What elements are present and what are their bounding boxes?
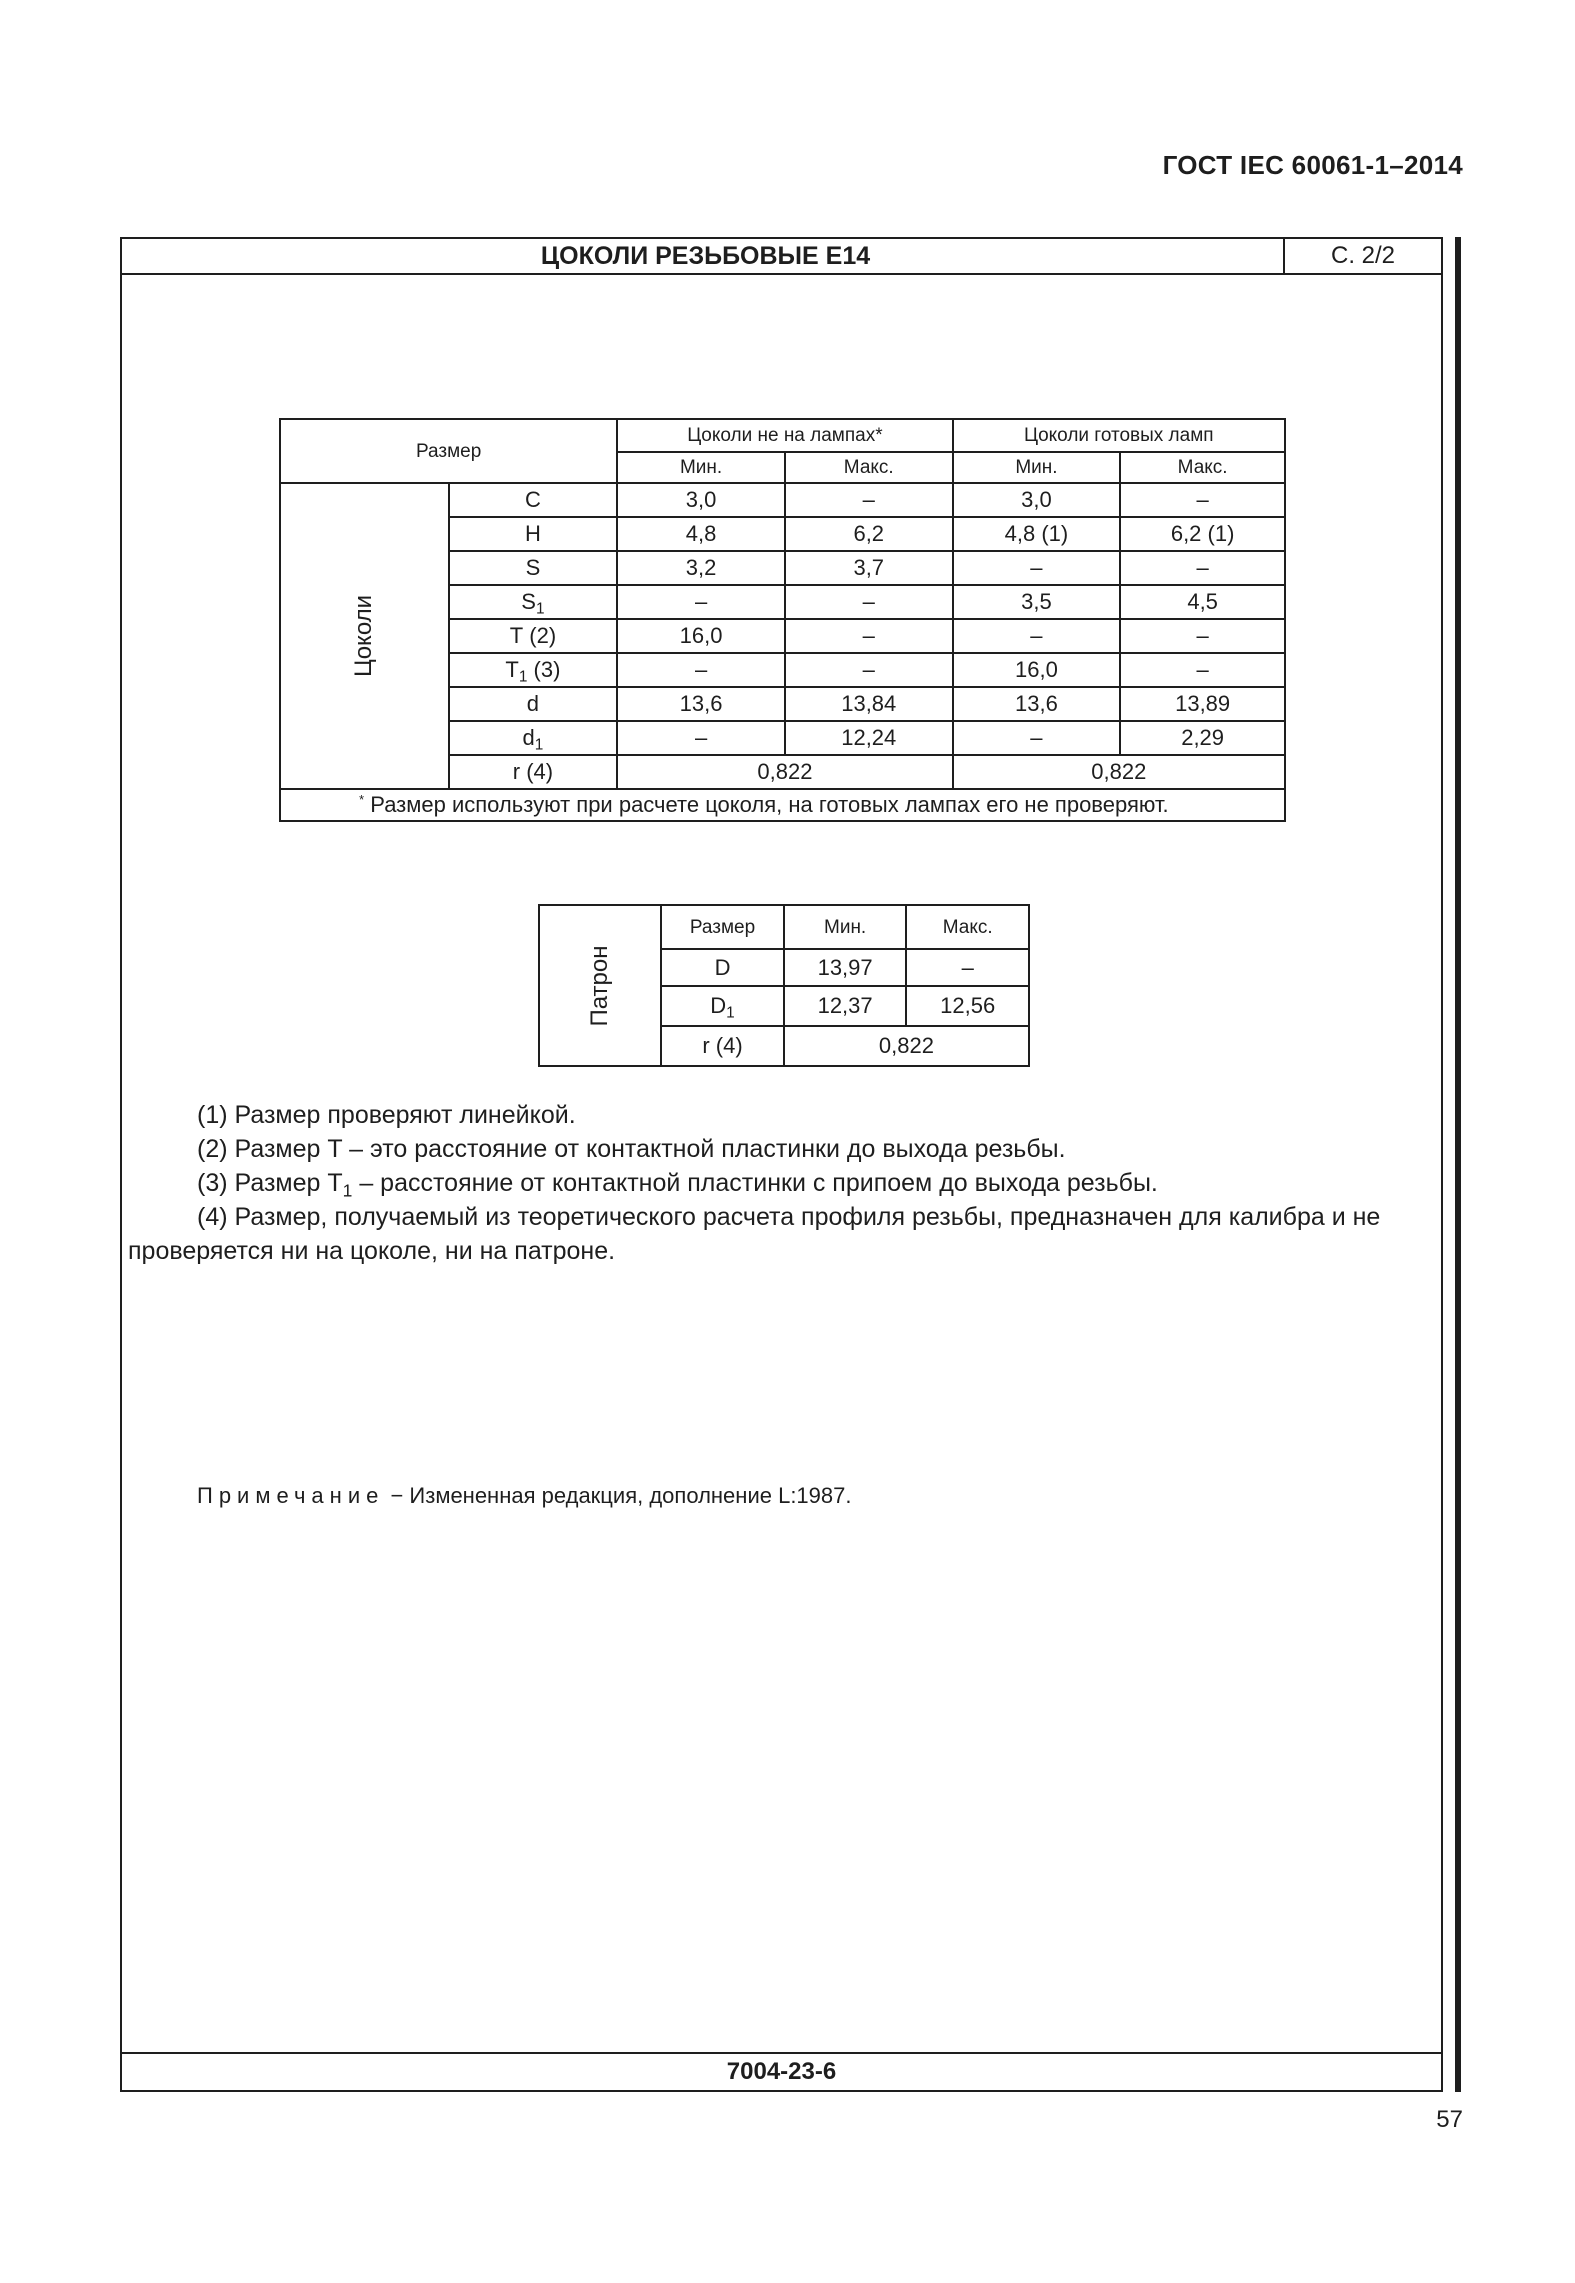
table-footnote: * Размер используют при расчете цоколя, на готовых лампах его не проверяют. [280,789,1285,821]
table-row-label: S [449,551,618,585]
col-min: Мин. [784,905,907,949]
table-row-label: $T_1$ (3) [449,653,618,687]
table-cell: – [1120,653,1285,687]
group-header-not-on-lamps: Цоколи не на лампах* [617,419,952,452]
table-cell: – [953,619,1121,653]
table-cell: 13,84 [785,687,953,721]
notes-block [128,1098,1438,1268]
table-cell: – [906,949,1029,986]
col-min: Мин. [617,452,785,483]
size-header: Размер [280,419,617,483]
table-cell: 0,822 [953,755,1285,789]
table-cell: – [617,721,785,755]
table-cell: 0,822 [784,1026,1029,1066]
table-cell: 3,2 [617,551,785,585]
table-cell: 4,8 [617,517,785,551]
table-row-label: D [661,949,784,986]
table-row-label: T (2) [449,619,618,653]
frame-right-bar [1455,237,1461,2092]
table-cell: 13,6 [617,687,785,721]
sheet-title: ЦОКОЛИ РЕЗЬБОВЫЕ Е14 [540,242,871,270]
base-dimensions-table [279,418,1286,822]
table-row-label: r (4) [661,1026,784,1066]
table-cell: 16,0 [953,653,1121,687]
remark-label: Примечание [197,1483,385,1508]
sheet-code: 7004-23-6 [122,2052,1441,2090]
table-cell: 6,2 (1) [1120,517,1285,551]
table-cell: – [785,483,953,517]
table-cell: 12,24 [785,721,953,755]
col-max: Макс. [785,452,953,483]
holder-dimensions-table [538,904,1030,1067]
table-cell: 0,822 [617,755,952,789]
note-1: (1) Размер проверяют линейкой. [197,1101,576,1129]
table-cell: 12,37 [784,986,907,1026]
row-group-holder: Патрон [539,905,661,1066]
table-cell: – [617,653,785,687]
table-cell: – [785,653,953,687]
table-row-label: H [449,517,618,551]
table-cell: – [1120,619,1285,653]
table-cell: – [953,551,1121,585]
table-row-label: d [449,687,618,721]
table-row-label: C [449,483,618,517]
table-cell: 3,0 [953,483,1121,517]
table-row-label: $d_1$ [449,721,618,755]
remark-text: − Измененная редакция, дополнение L:1987. [384,1483,852,1508]
table-cell: 2,29 [1120,721,1285,755]
table-cell: 13,6 [953,687,1121,721]
table-cell: 16,0 [617,619,785,653]
note-4: (4) Размер, получаемый из теоретического расчета профиля резьбы, предназначен для калибра и не проверяется ни на цоколе, ни на патроне. [128,1203,1381,1265]
note-2: (2) Размер T – это расстояние от контактной пластинки до выхода резьбы. [197,1135,1066,1163]
table-cell: – [785,585,953,619]
size-header: Размер [661,905,784,949]
document-code: ГОСТ IEC 60061-1–2014 [1162,150,1463,180]
sheet-number: С. 2/2 [1283,239,1441,273]
table-cell: 4,8 (1) [953,517,1121,551]
col-max: Макс. [1120,452,1285,483]
table-cell: – [785,619,953,653]
table-cell: – [953,721,1121,755]
note-3: (3) Размер $T_1$ – расстояние от контактной пластинки с припоем до выхода резьбы. [197,1169,1158,1201]
table-cell: – [1120,551,1285,585]
table-cell: 4,5 [1120,585,1285,619]
col-max: Макс. [906,905,1029,949]
table-cell: 12,56 [906,986,1029,1026]
table-cell: 3,0 [617,483,785,517]
table-cell: 13,97 [784,949,907,986]
title-row [122,239,1441,275]
row-group-bases: Цоколи [280,483,449,789]
table-row-label: $D_1$ [661,986,784,1026]
table-cell: 3,7 [785,551,953,585]
table-cell: – [617,585,785,619]
page-number: 57 [1436,2106,1463,2133]
table-row-label: $S_1$ [449,585,618,619]
col-min: Мин. [953,452,1121,483]
remark [197,1483,851,1509]
table-cell: 13,89 [1120,687,1285,721]
table-row-label: r (4) [449,755,618,789]
table-cell: 6,2 [785,517,953,551]
table-cell: 3,5 [953,585,1121,619]
table-cell: – [1120,483,1285,517]
group-header-finished-lamps: Цоколи готовых ламп [953,419,1285,452]
